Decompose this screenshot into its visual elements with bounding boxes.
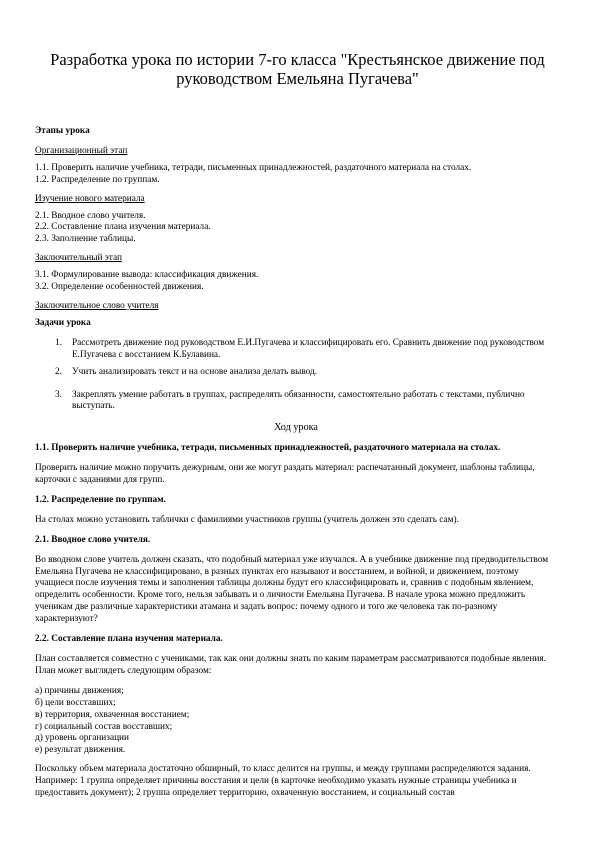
task-item — [35, 338, 557, 362]
stage-item: 3.2. Определение особенностей движения. — [35, 282, 204, 293]
task-text: Учить анализировать текст и на основе анализа делать вывод. — [72, 366, 318, 377]
page-title: Разработка урока по истории 7-го класса "Крестьянское движение под руководством Емельяна Пугачева" — [50, 50, 545, 88]
task-number: 2. — [55, 366, 62, 377]
stages-heading: Этапы урока — [35, 126, 90, 136]
tasks-list — [35, 338, 557, 414]
plan-item: д) уровень организации — [35, 733, 130, 744]
stage-items-new-material — [35, 211, 557, 247]
stage-items-final — [35, 270, 557, 294]
plan-item: г) социальный состав восставших; — [35, 721, 173, 732]
section-1-2-heading: 1.2. Распределение по группам. — [35, 494, 166, 505]
section-1-2-text: На столах можно установить таблички с фамилиями участников группы (учитель должен это сделать сам). — [35, 514, 459, 525]
stage-label-final: Заключительный этап — [35, 253, 122, 264]
task-text: Рассмотреть движение под руководством Е.И.Пугачева и классифицировать его. Сравнить движение под руководством Е.Пугачева с восстанием К.Булавина. — [72, 337, 545, 360]
stage-items-organizational — [35, 163, 557, 187]
stage-label-new-material: Изучение нового материала — [35, 193, 145, 204]
stage-item: 2.2. Составление плана изучения материала. — [35, 222, 211, 233]
stage-item: 1.2. Распределение по группам. — [35, 174, 160, 185]
plan-item: а) причины движения; — [35, 685, 124, 696]
section-2-2-heading: 2.2. Составление плана изучения материала. — [35, 634, 223, 645]
course-heading: Ход урока — [274, 422, 318, 434]
task-item — [35, 390, 557, 414]
closing-text: Поскольку объем материала достаточно обширный, то класс делится на группы, и между группами распределяются задания. Например: 1 группа определяет причины восстания и цели (в карточке необходимо указать нужные страницы учебника и предоставить документ); 2 группа определяет территорию, охваченную восстанием, и социальный состав — [35, 764, 531, 799]
stage-item: 2.3. Заполнение таблицы. — [35, 234, 136, 245]
section-2-1-text: Во вводном слове учитель должен сказать, что подобный материал уже изучался. А в учебнике движение под предводительством Емельяна Пугачева не классифицировано, в разных пунктах его называют и восстанием, и войной, и движением, поэтому учащиеся после изучения темы и заполнения таблицы должны будут его классифицировать и, сравнив с подобным явлением, определить особенности. Кроме того, нельзя забывать и о личности Емельяна Пугачева. В начале урока можно предложить ученикам две различные характеристики атамана и задать вопрос: почему одного и того же человека так по-разному характеризуют? — [35, 554, 549, 625]
plan-list — [35, 686, 557, 757]
plan-item: в) территория, охваченная восстанием; — [35, 709, 190, 720]
section-2-1-heading: 2.1. Вводное слово учителя. — [35, 534, 151, 545]
stage-item: 2.1. Вводное слово учителя. — [35, 210, 146, 221]
section-1-1-text: Проверить наличие можно поручить дежурным, они же могут раздать материал: распечатанный документ, шаблоны таблицы, карточки с заданиями для групп. — [35, 463, 535, 486]
section-1-1-heading: 1.1. Проверить наличие учебника, тетради, письменных принадлежностей, раздаточного материала на столах. — [35, 443, 501, 454]
task-number: 1. — [55, 337, 62, 348]
task-text: Закреплять умение работать в группах, распределять обязанности, самостоятельно работать с текстами, публично выступать. — [72, 389, 525, 412]
stage-label-organizational: Организационный этап — [35, 145, 128, 156]
document-body — [35, 126, 557, 808]
stage-item: 3.1. Формулирование вывода: классификация движения. — [35, 270, 259, 281]
tasks-heading: Задачи урока — [35, 317, 91, 328]
task-number: 3. — [55, 389, 62, 400]
plan-item: б) цели восставших; — [35, 697, 116, 708]
stage-item: 1.1. Проверить наличие учебника, тетради, письменных принадлежностей, раздаточного материала на столах. — [35, 162, 472, 173]
plan-item: е) результат движения. — [35, 745, 126, 756]
task-item — [35, 367, 557, 379]
stage-label-closing-word: Заключительное слово учителя — [35, 300, 159, 311]
section-2-2-text: План составляется совместно с учениками, так как они должны знать по каким параметрам рассматриваются подобные явления. План может выглядеть следующим образом: — [35, 654, 546, 676]
